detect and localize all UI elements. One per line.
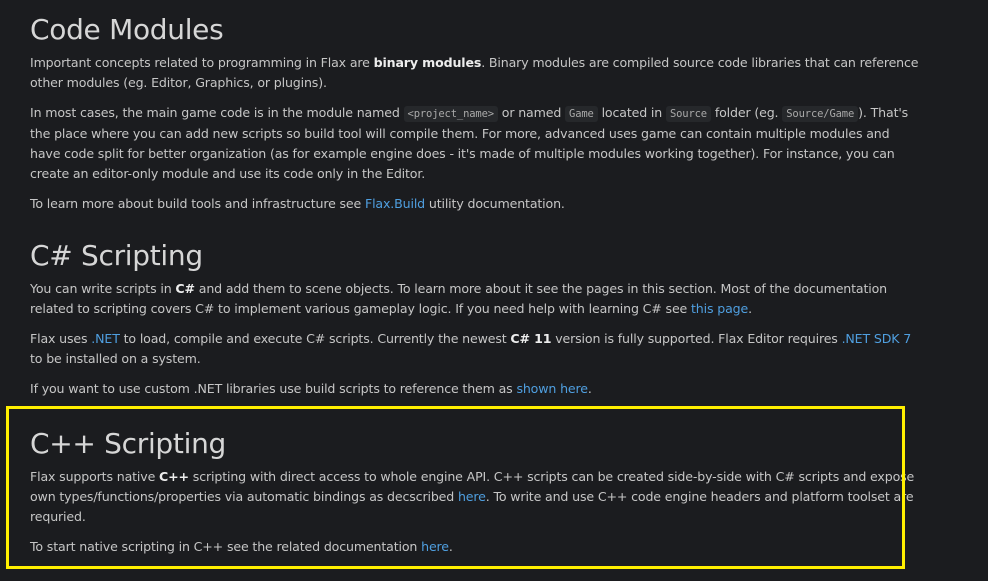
bold-cpp: C++: [159, 469, 189, 484]
link-dotnet[interactable]: .NET: [91, 331, 120, 346]
bold-binary-modules: binary modules: [373, 55, 482, 70]
heading-cpp-scripting: C++ Scripting: [30, 427, 226, 460]
paragraph-build-tools: To learn more about build tools and infrastructure see Flax.Build utility documentation.: [30, 196, 565, 211]
paragraph-dotnet: Flax uses .NET to load, compile and execute C# scripts. Currently the newest C# 11 version is fully supported. Flax Editor requires .NET SDK 7 to be installed on a system.: [30, 331, 912, 366]
section-cpp-scripting: [30, 425, 920, 567]
code-source: Source: [666, 106, 711, 122]
paragraph-cpp-intro: Flax supports native C++ scripting with direct access to whole engine API. C++ scripts can be created side-by-side with C# scripts and expose own types/functions/properties via automatic bindings as decscribed here. To write and use C++ code engine headers and platform toolset are requried.: [30, 469, 915, 524]
link-this-page[interactable]: this page: [691, 301, 749, 316]
heading-csharp-scripting: C# Scripting: [30, 239, 203, 272]
paragraph-binary-modules: Important concepts related to programming in Flax are binary modules. Binary modules are compiled source code libraries that can reference other modules (eg. Editor, Graphics, or plugins).: [30, 55, 919, 90]
link-flax-build[interactable]: Flax.Build: [364, 196, 426, 211]
code-game: Game: [565, 106, 598, 122]
bold-csharp: C#: [175, 281, 195, 296]
bold-csharp-11: C# 11: [510, 331, 552, 346]
code-source-game: Source/Game: [782, 106, 858, 122]
paragraph-custom-libraries: If you want to use custom .NET libraries use build scripts to reference them as shown here.: [30, 381, 592, 396]
paragraph-csharp-intro: You can write scripts in C# and add them to scene objects. To learn more about it see the pages in this section. Most of the documentation related to scripting covers C# to implement various gameplay logic. If you need help with learning C# see this page.: [30, 281, 888, 316]
paragraph-main-game-module: In most cases, the main game code is in the module named <project_name> or named Game located in Source folder (eg. Source/Game ). That's the place where you can add new scripts so build tool will compile them. For more, advanced uses game can contain multiple modules and have code split for better organization (as for example engine does - it's made of multiple modules working together). For instance, you can create an editor-only module and use its code only in the Editor.: [30, 105, 909, 181]
heading-code-modules: Code Modules: [30, 13, 224, 46]
paragraph-cpp-start: To start native scripting in C++ see the related documentation here.: [30, 539, 453, 554]
link-cpp-docs-here[interactable]: here: [421, 539, 449, 554]
link-shown-here[interactable]: shown here: [516, 381, 588, 396]
section-csharp-scripting: [30, 237, 920, 409]
section-code-modules: [30, 11, 920, 224]
link-dotnet-sdk-7[interactable]: .NET SDK 7: [841, 331, 912, 346]
link-bindings-here[interactable]: here: [457, 489, 486, 504]
code-project-name: <project_name>: [404, 106, 498, 122]
